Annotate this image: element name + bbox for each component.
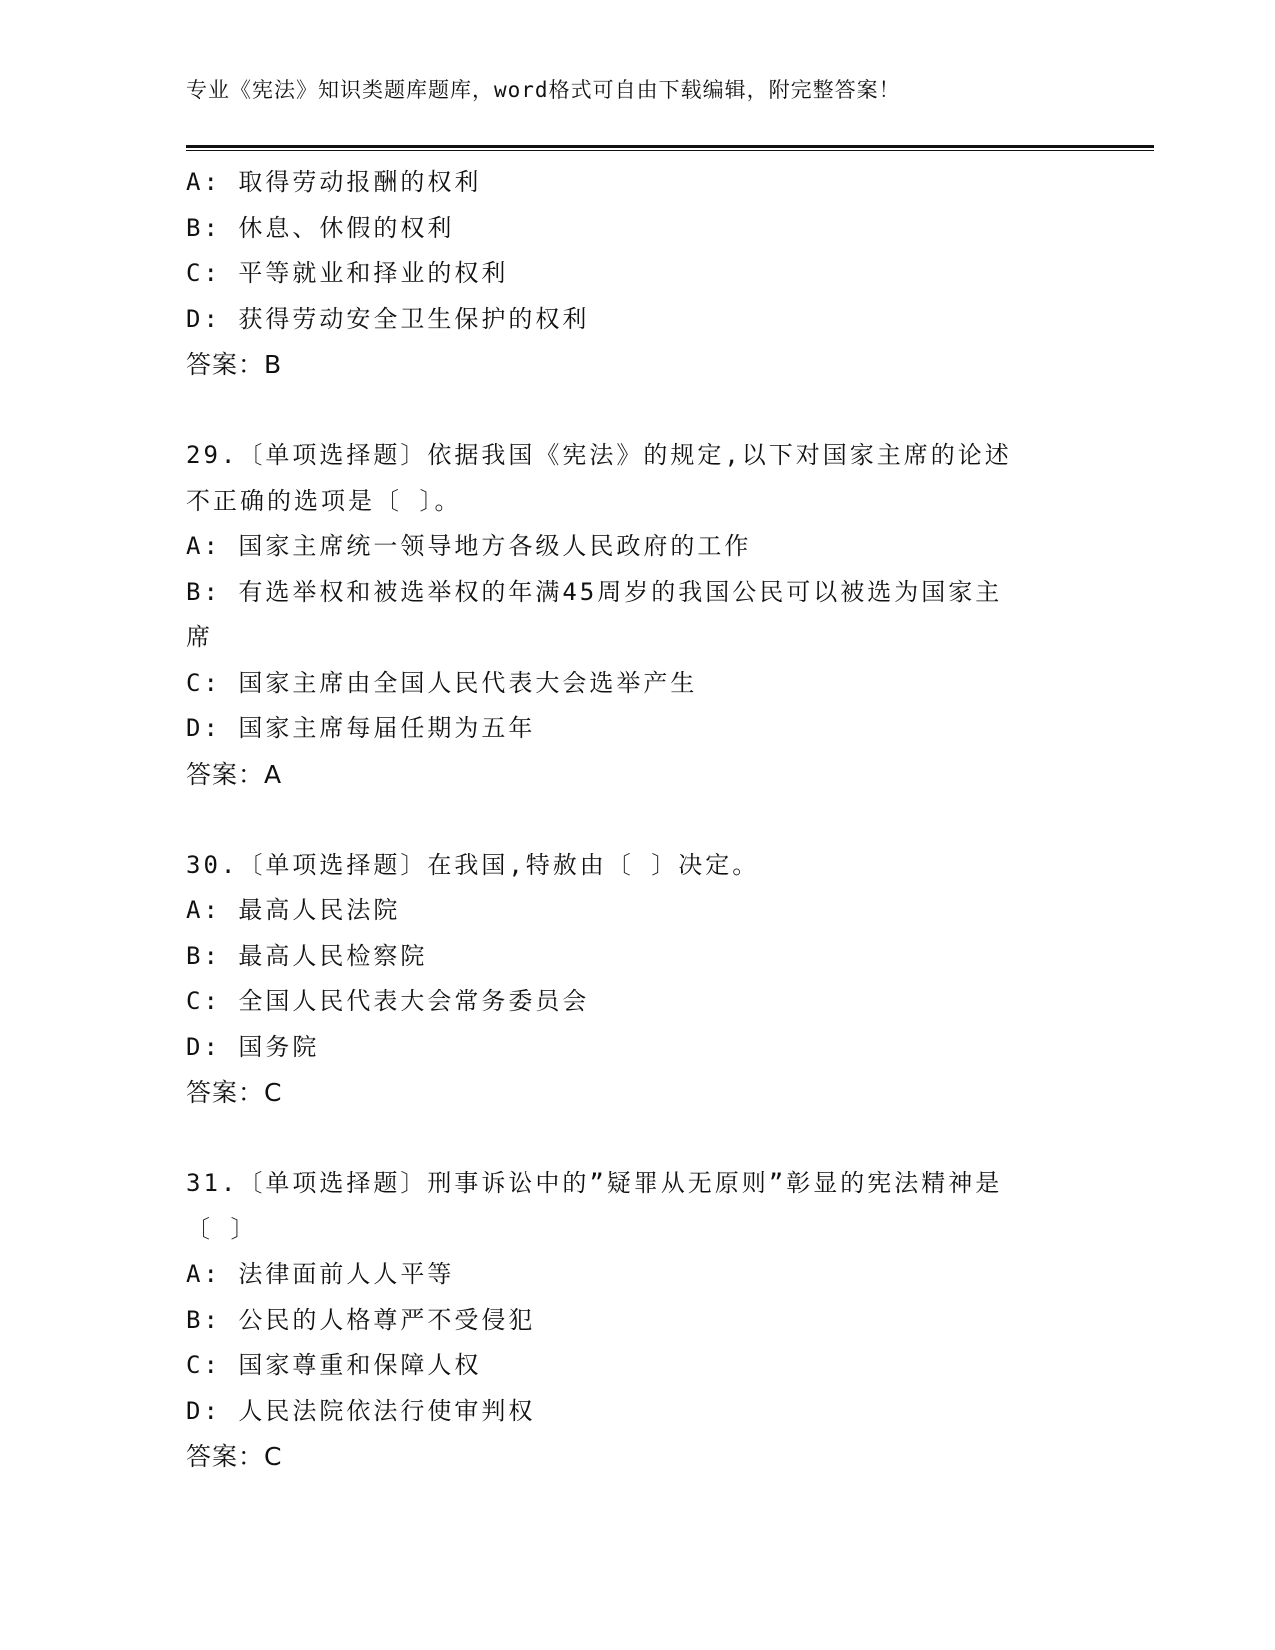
question-stem-cont: 不正确的选项是〔 〕。 xyxy=(186,486,462,515)
option-c: C: 全国人民代表大会常务委员会 xyxy=(186,987,590,1015)
option-b: B: 最高人民检察院 xyxy=(186,941,428,970)
spacer xyxy=(186,797,1076,843)
option-a: A: 最高人民法院 xyxy=(186,896,401,924)
spacer xyxy=(186,388,1076,434)
answer-line: 答案：C xyxy=(186,1442,283,1471)
question-29 xyxy=(186,433,1076,797)
answer-line: 答案：B xyxy=(186,350,283,379)
answer-line: 答案：A xyxy=(186,759,283,789)
option-c: C: 国家尊重和保障人权 xyxy=(186,1351,482,1379)
question-31 xyxy=(186,1161,1076,1480)
answer-line: 答案：C xyxy=(186,1078,283,1107)
header-rule-thin xyxy=(186,150,1154,151)
question-stem: 29.〔单项选择题〕依据我国《宪法》的规定,以下对国家主席的论述 xyxy=(186,441,1012,469)
option-d: D: 国务院 xyxy=(186,1032,320,1061)
question-stem: 31.〔单项选择题〕刑事诉讼中的”疑罪从无原则”彰显的宪法精神是 xyxy=(186,1169,1003,1197)
spacer xyxy=(186,1116,1076,1162)
header-rule-thick xyxy=(186,145,1154,148)
option-c: C: 平等就业和择业的权利 xyxy=(186,259,509,287)
option-d: D: 获得劳动安全卫生保护的权利 xyxy=(186,304,590,333)
option-c: C: 国家主席由全国人民代表大会选举产生 xyxy=(186,668,698,697)
question-stem-cont: 〔 〕 xyxy=(186,1214,258,1243)
question-30 xyxy=(186,843,1076,1116)
option-d: D: 国家主席每届任期为五年 xyxy=(186,714,536,742)
prev-question-block xyxy=(186,160,1076,388)
option-b: B: 有选举权和被选举权的年满45周岁的我国公民可以被选为国家主 xyxy=(186,577,1003,606)
option-b: B: 休息、休假的权利 xyxy=(186,213,455,242)
page-header: 专业《宪法》知识类题库题库，word格式可自由下载编辑，附完整答案！ xyxy=(186,78,901,102)
option-a: A: 取得劳动报酬的权利 xyxy=(186,168,482,196)
option-d: D: 人民法院依法行使审判权 xyxy=(186,1396,536,1425)
option-a: A: 法律面前人人平等 xyxy=(186,1260,455,1288)
question-content xyxy=(186,160,1076,1480)
question-stem: 30.〔单项选择题〕在我国,特赦由〔 〕决定。 xyxy=(186,850,760,879)
option-b-cont: 席 xyxy=(186,623,213,651)
option-b: B: 公民的人格尊严不受侵犯 xyxy=(186,1305,536,1334)
option-a: A: 国家主席统一领导地方各级人民政府的工作 xyxy=(186,532,752,560)
